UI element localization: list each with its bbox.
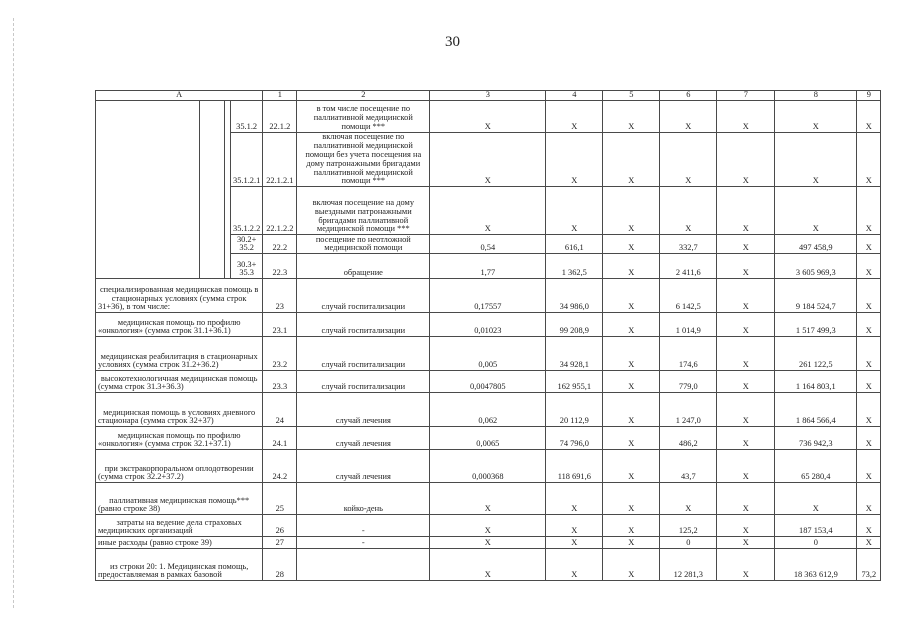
- table-row: [96, 537, 881, 549]
- header-cell: А: [96, 91, 263, 101]
- row-code: 26: [263, 515, 297, 537]
- value-cell: 187 153,4: [775, 515, 857, 537]
- value-cell: Х: [603, 100, 660, 132]
- value-cell: Х: [430, 515, 546, 537]
- table-row: [96, 313, 881, 337]
- value-cell: Х: [717, 279, 775, 313]
- unit-cell: случай госпитализации: [297, 371, 430, 393]
- value-cell: Х: [430, 187, 546, 235]
- value-cell: Х: [775, 187, 857, 235]
- unit-cell: включая посещение по паллиативной медицинской помощи без учета посещения на дому патронажными бригадами паллиативной медицинской помощи ***: [297, 132, 430, 186]
- value-cell: 34 986,0: [546, 279, 603, 313]
- value-cell: Х: [660, 132, 717, 186]
- value-cell: Х: [603, 515, 660, 537]
- value-cell: 6 142,5: [660, 279, 717, 313]
- row-code: 22.1.2.1: [263, 132, 297, 186]
- row-code: 22.3: [263, 254, 297, 279]
- row-code: 27: [263, 537, 297, 549]
- value-cell: 0: [660, 537, 717, 549]
- header-cell: 7: [717, 91, 775, 101]
- value-cell: 99 208,9: [546, 313, 603, 337]
- header-cell: 2: [297, 91, 430, 101]
- value-cell: Х: [603, 132, 660, 186]
- unit-cell: случай госпитализации: [297, 313, 430, 337]
- table-row: [96, 450, 881, 483]
- value-cell: 1 362,5: [546, 254, 603, 279]
- value-cell: Х: [430, 549, 546, 581]
- row-code: 22.2: [263, 235, 297, 254]
- row-code: 23.1: [263, 313, 297, 337]
- value-cell: 0,0065: [430, 427, 546, 450]
- value-cell: Х: [857, 537, 881, 549]
- value-cell: 0,17557: [430, 279, 546, 313]
- value-cell: Х: [603, 371, 660, 393]
- value-cell: Х: [603, 235, 660, 254]
- header-cell: 8: [775, 91, 857, 101]
- row-label: паллиативная медицинская помощь*** (равно строке 38): [96, 483, 263, 515]
- value-cell: Х: [603, 483, 660, 515]
- row-code-a: 30.2+ 35.2: [231, 235, 263, 254]
- value-cell: Х: [717, 515, 775, 537]
- value-cell: Х: [546, 515, 603, 537]
- table-row: [96, 427, 881, 450]
- row-code: 25: [263, 483, 297, 515]
- table-row: [96, 393, 881, 427]
- value-cell: Х: [717, 313, 775, 337]
- value-cell: 1 864 566,4: [775, 393, 857, 427]
- row-code: 22.1.2: [263, 100, 297, 132]
- unit-cell: койко-день: [297, 483, 430, 515]
- row-label: медицинская помощь в условиях дневного стационара (сумма строк 32+37): [96, 393, 263, 427]
- value-cell: Х: [603, 537, 660, 549]
- value-cell: Х: [546, 187, 603, 235]
- value-cell: Х: [717, 337, 775, 371]
- value-cell: 1 164 803,1: [775, 371, 857, 393]
- value-cell: 3 605 969,3: [775, 254, 857, 279]
- value-cell: 2 411,6: [660, 254, 717, 279]
- value-cell: 736 942,3: [775, 427, 857, 450]
- value-cell: Х: [603, 450, 660, 483]
- row-code-a: 35.1.2: [231, 100, 263, 132]
- value-cell: 779,0: [660, 371, 717, 393]
- value-cell: 261 122,5: [775, 337, 857, 371]
- value-cell: Х: [717, 549, 775, 581]
- table-row: [96, 371, 881, 393]
- value-cell: Х: [660, 187, 717, 235]
- value-cell: 73,2: [857, 549, 881, 581]
- value-cell: 34 928,1: [546, 337, 603, 371]
- value-cell: Х: [546, 537, 603, 549]
- value-cell: Х: [775, 100, 857, 132]
- value-cell: Х: [603, 279, 660, 313]
- value-cell: Х: [603, 337, 660, 371]
- value-cell: Х: [546, 100, 603, 132]
- row-code-a: 35.1.2.2: [231, 187, 263, 235]
- unit-cell: посещение по неотложной медицинской помощи: [297, 235, 430, 254]
- row-label: высокотехнологичная медицинская помощь (сумма строк 31.3+36.3): [96, 371, 263, 393]
- unit-cell: -: [297, 537, 430, 549]
- row-label: медицинская реабилитация в стационарных условиях (сумма строк 31.2+36.2): [96, 337, 263, 371]
- value-cell: Х: [430, 100, 546, 132]
- value-cell: Х: [603, 393, 660, 427]
- value-cell: Х: [717, 393, 775, 427]
- value-cell: 65 280,4: [775, 450, 857, 483]
- value-cell: 12 281,3: [660, 549, 717, 581]
- value-cell: Х: [717, 450, 775, 483]
- value-cell: Х: [717, 100, 775, 132]
- value-cell: Х: [717, 254, 775, 279]
- value-cell: Х: [857, 450, 881, 483]
- value-cell: 486,2: [660, 427, 717, 450]
- row-code: 23: [263, 279, 297, 313]
- value-cell: Х: [430, 537, 546, 549]
- value-cell: Х: [660, 100, 717, 132]
- data-table: [95, 90, 881, 581]
- unit-cell: случай госпитализации: [297, 279, 430, 313]
- header-cell: 9: [857, 91, 881, 101]
- unit-cell: [297, 549, 430, 581]
- value-cell: 1 517 499,3: [775, 313, 857, 337]
- value-cell: 1,77: [430, 254, 546, 279]
- value-cell: Х: [603, 313, 660, 337]
- value-cell: Х: [857, 313, 881, 337]
- header-row: [96, 91, 881, 101]
- value-cell: Х: [717, 235, 775, 254]
- blank-cell: [96, 100, 200, 278]
- value-cell: 9 184 524,7: [775, 279, 857, 313]
- value-cell: Х: [857, 235, 881, 254]
- row-code: 28: [263, 549, 297, 581]
- value-cell: 0,54: [430, 235, 546, 254]
- value-cell: Х: [603, 427, 660, 450]
- header-cell: 5: [603, 91, 660, 101]
- row-label: при экстракорпоральном оплодотворении (сумма строк 32.2+37.2): [96, 450, 263, 483]
- row-label: иные расходы (равно строке 39): [96, 537, 263, 549]
- value-cell: Х: [775, 483, 857, 515]
- value-cell: 497 458,9: [775, 235, 857, 254]
- value-cell: Х: [857, 100, 881, 132]
- value-cell: Х: [603, 549, 660, 581]
- row-code-a: 30.3+ 35.3: [231, 254, 263, 279]
- row-code: 23.3: [263, 371, 297, 393]
- unit-cell: включая посещение на дому выездными патронажными бригадами паллиативной медицинской помощи ***: [297, 187, 430, 235]
- table-row: [96, 279, 881, 313]
- value-cell: 174,6: [660, 337, 717, 371]
- unit-cell: в том числе посещение по паллиативной медицинской помощи ***: [297, 100, 430, 132]
- value-cell: 20 112,9: [546, 393, 603, 427]
- value-cell: 162 955,1: [546, 371, 603, 393]
- value-cell: Х: [546, 483, 603, 515]
- value-cell: Х: [857, 337, 881, 371]
- table-row: [96, 515, 881, 537]
- value-cell: 332,7: [660, 235, 717, 254]
- row-label: специализированная медицинская помощь в стационарных условиях (сумма строк 31+36), в том числе:: [96, 279, 263, 313]
- table-row: [96, 549, 881, 581]
- unit-cell: случай госпитализации: [297, 337, 430, 371]
- value-cell: Х: [603, 254, 660, 279]
- row-code-a: 35.1.2.1: [231, 132, 263, 186]
- table-row: [96, 100, 881, 132]
- value-cell: 0,062: [430, 393, 546, 427]
- value-cell: 118 691,6: [546, 450, 603, 483]
- margin-rule: [13, 18, 14, 608]
- value-cell: Х: [603, 187, 660, 235]
- table-row: [96, 337, 881, 371]
- value-cell: 74 796,0: [546, 427, 603, 450]
- value-cell: 125,2: [660, 515, 717, 537]
- unit-cell: случай лечения: [297, 427, 430, 450]
- unit-cell: -: [297, 515, 430, 537]
- row-code: 24.2: [263, 450, 297, 483]
- header-cell: 4: [546, 91, 603, 101]
- row-code: 22.1.2.2: [263, 187, 297, 235]
- row-label: из строки 20: 1. Медицинская помощь, предоставляемая в рамках базовой: [96, 549, 263, 581]
- value-cell: Х: [717, 537, 775, 549]
- header-cell: 6: [660, 91, 717, 101]
- value-cell: Х: [546, 549, 603, 581]
- row-code: 24: [263, 393, 297, 427]
- value-cell: 0,01023: [430, 313, 546, 337]
- row-label: медицинская помощь по профилю «онкология» (сумма строк 31.1+36.1): [96, 313, 263, 337]
- header-cell: 3: [430, 91, 546, 101]
- unit-cell: случай лечения: [297, 393, 430, 427]
- table-row: [96, 483, 881, 515]
- value-cell: 1 247,0: [660, 393, 717, 427]
- value-cell: Х: [717, 427, 775, 450]
- unit-cell: случай лечения: [297, 450, 430, 483]
- row-code: 23.2: [263, 337, 297, 371]
- value-cell: Х: [857, 393, 881, 427]
- value-cell: Х: [717, 483, 775, 515]
- value-cell: 1 014,9: [660, 313, 717, 337]
- value-cell: Х: [430, 132, 546, 186]
- value-cell: Х: [857, 132, 881, 186]
- value-cell: 0,000368: [430, 450, 546, 483]
- value-cell: 0,005: [430, 337, 546, 371]
- value-cell: 0: [775, 537, 857, 549]
- value-cell: Х: [857, 371, 881, 393]
- header-cell: 1: [263, 91, 297, 101]
- value-cell: Х: [857, 427, 881, 450]
- value-cell: 0,0047805: [430, 371, 546, 393]
- blank-cell: [200, 100, 225, 278]
- value-cell: 616,1: [546, 235, 603, 254]
- value-cell: Х: [546, 132, 603, 186]
- value-cell: Х: [857, 254, 881, 279]
- row-code: 24.1: [263, 427, 297, 450]
- value-cell: Х: [717, 187, 775, 235]
- row-label: затраты на ведение дела страховых медицинских организаций: [96, 515, 263, 537]
- unit-cell: обращение: [297, 254, 430, 279]
- value-cell: Х: [857, 279, 881, 313]
- value-cell: 18 363 612,9: [775, 549, 857, 581]
- value-cell: Х: [775, 132, 857, 186]
- value-cell: Х: [717, 371, 775, 393]
- value-cell: Х: [857, 483, 881, 515]
- value-cell: Х: [430, 483, 546, 515]
- value-cell: Х: [857, 515, 881, 537]
- value-cell: Х: [717, 132, 775, 186]
- page-number: 30: [445, 34, 460, 50]
- row-label: медицинская помощь по профилю «онкология» (сумма строк 32.1+37.1): [96, 427, 263, 450]
- value-cell: Х: [660, 483, 717, 515]
- value-cell: Х: [857, 187, 881, 235]
- value-cell: 43,7: [660, 450, 717, 483]
